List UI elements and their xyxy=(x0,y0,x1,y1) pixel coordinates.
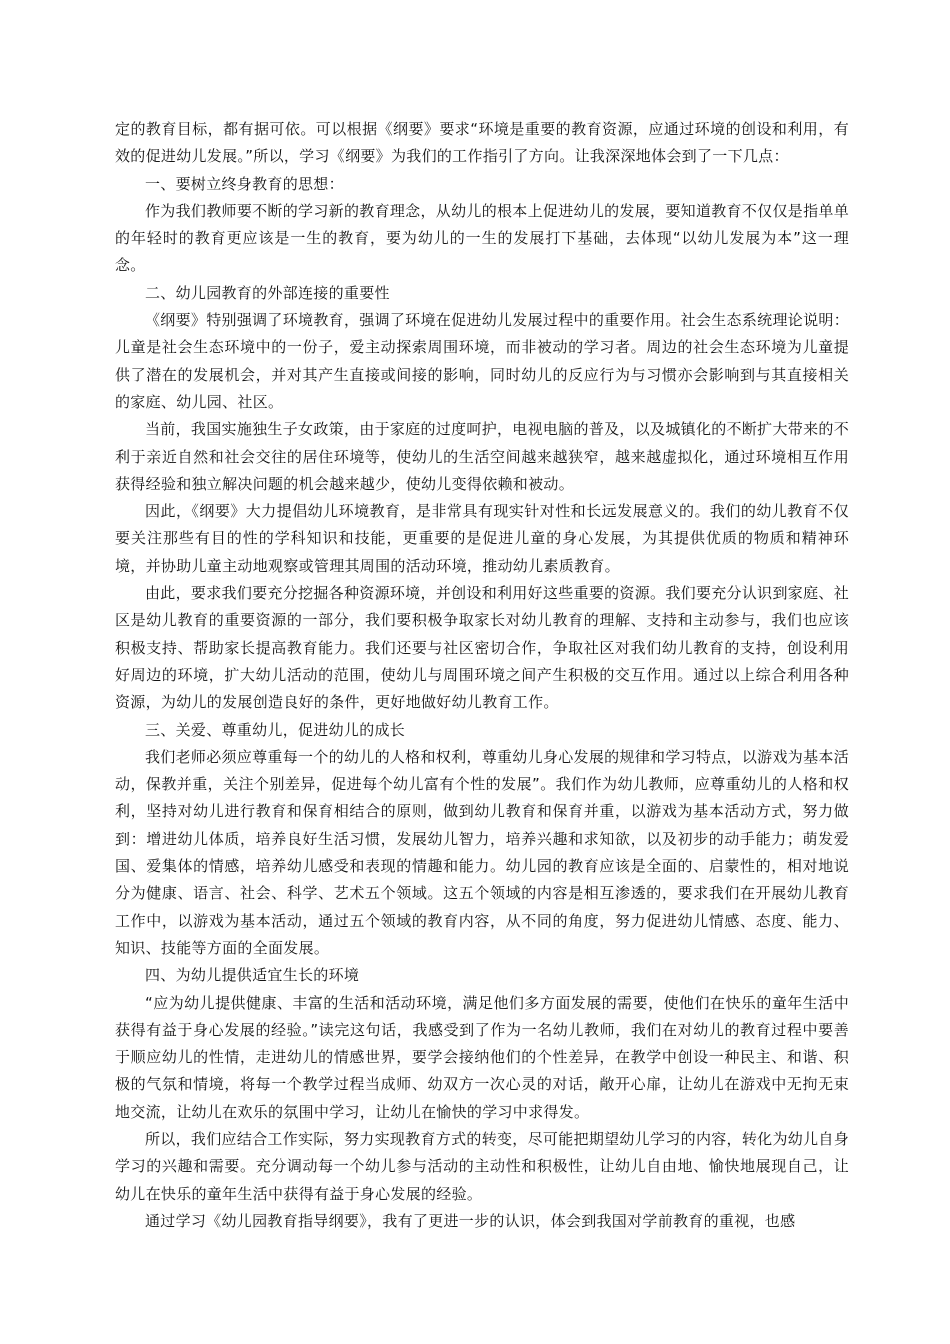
paragraph: 作为我们教师要不断的学习新的教育理念，从幼儿的根本上促进幼儿的发展，要知道教育不仅仅是指单单的年轻时的教育更应该是一生的教育，要为幼儿的一生的发展打下基础，去体现“以幼儿发展为本”这一理念。 xyxy=(115,201,849,275)
paragraph: 当前，我国实施独生子女政策，由于家庭的过度呵护，电视电脑的普及，以及城镇化的不断扩大带来的不利于亲近自然和社会交往的居住环境等，使幼儿的生活空间越来越狭窄，越来越虚拟化，通过环境相互作用获得经验和独立解决问题的机会越来越少，使幼儿变得依赖和被动。 xyxy=(115,420,849,493)
section-heading-2: 二、幼儿园教育的外部连接的重要性 xyxy=(145,283,390,302)
paragraph: 《纲要》特别强调了环境教育，强调了环境在促进幼儿发展过程中的重要作用。社会生态系统理论说明：儿童是社会生态环境中的一份子，爱主动探索周围环境，而非被动的学习者。周边的社会生态环境为儿童提供了潜在的发展机会，并对其产生直接或间接的影响，同时幼儿的反应行为与习惯亦会影响到与其直接相关的家庭、幼儿园、社区。 xyxy=(115,311,849,411)
document-body xyxy=(115,116,849,1235)
paragraph: “应为幼儿提供健康、丰富的生活和活动环境，满足他们多方面发展的需要，使他们在快乐的童年生活中获得有益于身心发展的经验。”读完这句话，我感受到了作为一名幼儿教师，我们在对幼儿的教育过程中要善于顺应幼儿的性情，走进幼儿的情感世界，要学会接纳他们的个性差异，在教学中创设一种民主、和谐、积极的气氛和情境，将每一个教学过程当成师、幼双方一次心灵的对话，敞开心扉，让幼儿在游戏中无拘无束地交流，让幼儿在欢乐的氛围中学习，让幼儿在愉快的学习中求得发。 xyxy=(115,993,849,1121)
paragraph: 我们老师必须应尊重每一个的幼儿的人格和权利，尊重幼儿身心发展的规律和学习特点，以游戏为基本活动，保教并重，关注个别差异，促进每个幼儿富有个性的发展”。我们作为幼儿教师，应尊重幼儿的人格和权利，坚持对幼儿进行教育和保育相结合的原则，做到幼儿教育和保育并重，以游戏为基本活动方式，努力做到：增进幼儿体质，培养良好生活习惯，发展幼儿智力，培养兴趣和求知欲，以及初步的动手能力；萌发爱国、爱集体的情感，培养幼儿感受和表现的情趣和能力。幼儿园的教育应该是全面的、启蒙性的，相对地说分为健康、语言、社会、科学、艺术五个领域。这五个领域的内容是相互渗透的，要求我们在开展幼儿教育工作中，以游戏为基本活动，通过五个领域的教育内容，从不同的角度，努力促进幼儿情感、态度、能力、知识、技能等方面的全面发展。 xyxy=(115,747,849,957)
section-heading-1: 一、要树立终身教育的思想： xyxy=(145,174,344,193)
paragraph-intro-continuation: 定的教育目标，都有据可依。可以根据《纲要》要求“环境是重要的教育资源，应通过环境的创设和利用，有效的促进幼儿发展。”所以，学习《纲要》为我们的工作指引了方向。让我深深地体会到了一下几点： xyxy=(115,120,849,166)
section-heading-3: 三、关爱、尊重幼儿，促进幼儿的成长 xyxy=(145,720,406,739)
paragraph: 因此，《纲要》大力提倡幼儿环境教育，是非常具有现实针对性和长远发展意义的。我们的幼儿教育不仅要关注那些有目的性的学科知识和技能，更重要的是促进儿童的身心发展，为其提供优质的物质和精神环境，并协助儿童主动地观察或管理其周围的活动环境，推动幼儿素质教育。 xyxy=(115,502,849,575)
paragraph: 所以，我们应结合工作实际，努力实现教育方式的转变，尽可能把期望幼儿学习的内容，转化为幼儿自身学习的兴趣和需要。充分调动每一个幼儿参与活动的主动性和积极性，让幼儿自由地、愉快地展现自己，让幼儿在快乐的童年生活中获得有益于身心发展的经验。 xyxy=(115,1129,849,1203)
paragraph-truncated: 通过学习《幼儿园教育指导纲要》，我有了更进一步的认识，体会到我国对学前教育的重视，也感 xyxy=(145,1211,796,1230)
section-heading-4: 四、为幼儿提供适宜生长的环境 xyxy=(145,966,360,985)
paragraph: 由此，要求我们要充分挖掘各种资源环境，并创设和利用好这些重要的资源。我们要充分认识到家庭、社区是幼儿教育的重要资源的一部分，我们要积极争取家长对幼儿教育的理解、支持和主动参与，我们也应该积极支持、帮助家长提高教育能力。我们还要与社区密切合作，争取社区对我们幼儿教育的支持，创设利用好周边的环境，扩大幼儿活动的范围，使幼儿与周围环境之间产生积极的交互作用。通过以上综合利用各种资源，为幼儿的发展创造良好的条件，更好地做好幼儿教育工作。 xyxy=(115,584,849,712)
